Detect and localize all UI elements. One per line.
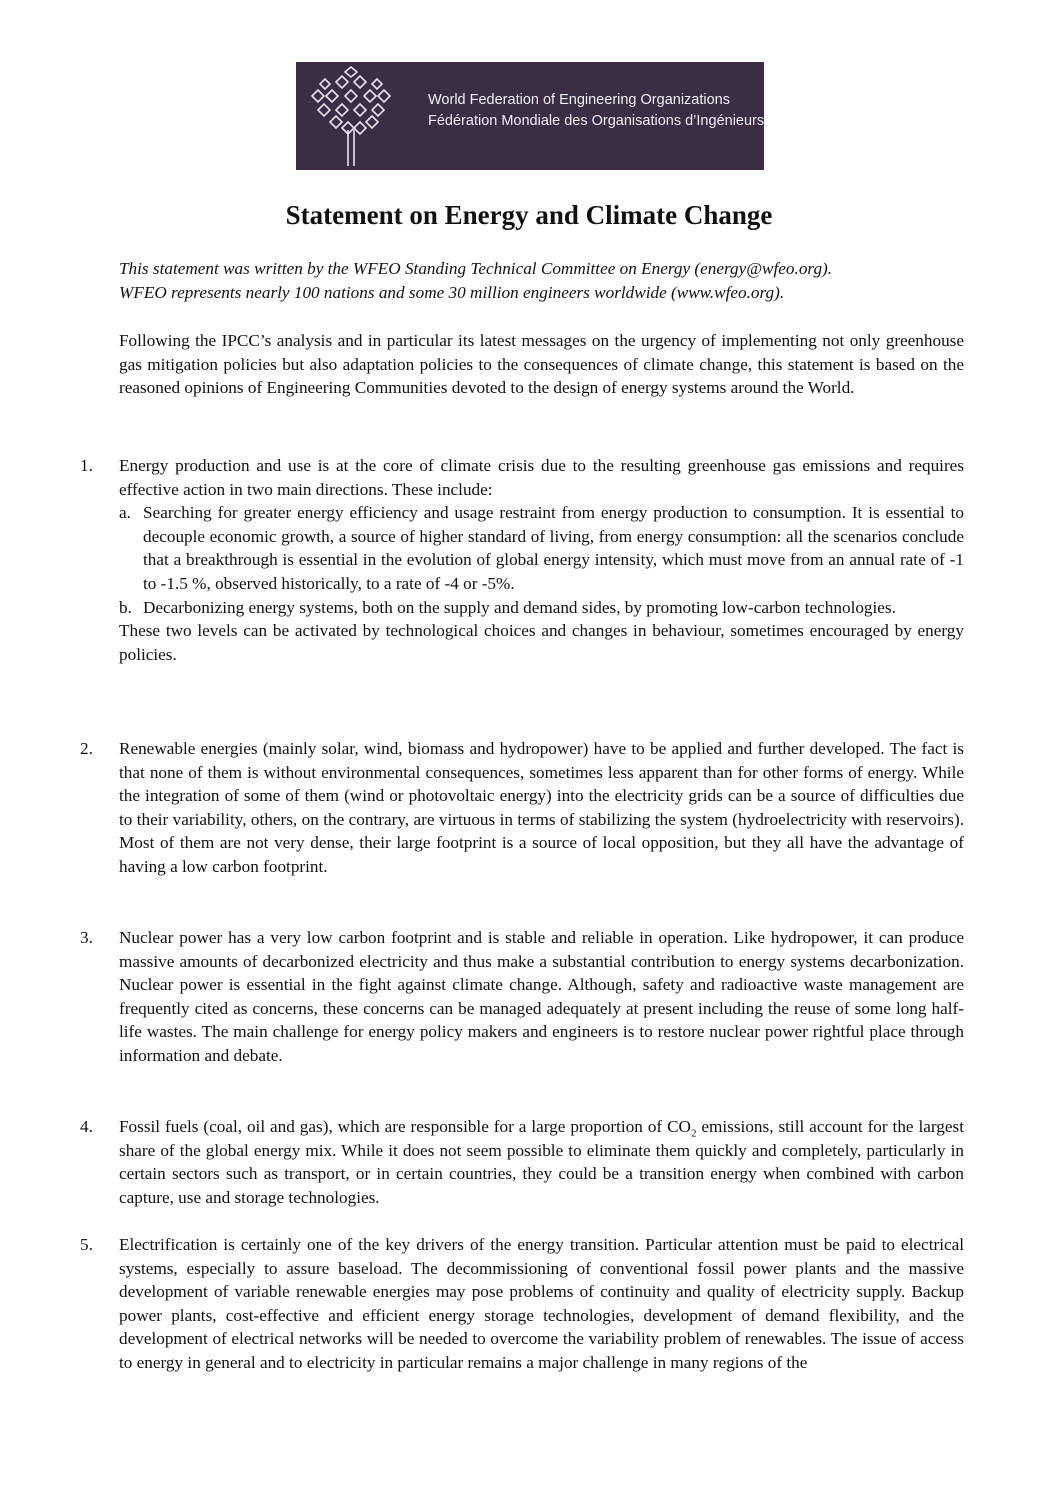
sub-item-label: a. <box>119 503 131 523</box>
sub-item-a <box>119 501 964 595</box>
list-item-text: Electrification is certainly one of the key drivers of the energy transition. Particular attention must be paid to electrical systems, especially to assure baseload. The decommissioning of conventional fossil power plants and the massive development of variable renewable energies may pose problems of continuity and quality of electricity supply. Backup power plants, cost-effective and efficient energy storage technologies, development of demand flexibility, and the development of electrical networks will be needed to overcome the variability problem of renewables. The issue of access to energy in general and to electricity in particular remains a major challenge in many regions of the <box>119 1235 964 1372</box>
logo-line-english: World Federation of Engineering Organizations <box>428 92 730 108</box>
intro-line-1: This statement was written by the WFEO Standing Technical Committee on Energy (energy@wfeo.org). <box>119 259 833 278</box>
lead-paragraph: Following the IPCC’s analysis and in particular its latest messages on the urgency of implementing not only greenhouse gas mitigation policies but also adaptation policies to the consequences of climate change, this statement is based on the reasoned opinions of Engineering Communities devoted to the design of energy systems around the World. <box>119 331 964 398</box>
list-item-4 <box>80 1115 964 1209</box>
intro-statement <box>119 257 964 304</box>
list-item-closing-text: These two levels can be activated by technological choices and changes in behaviour, sometimes encouraged by energy policies. <box>119 621 964 664</box>
text-segment: Fossil fuels (coal, oil and gas), which are responsible for a large proportion of CO <box>119 1117 691 1136</box>
sub-item-text: Decarbonizing energy systems, both on the supply and demand sides, by promoting low-carbon technologies. <box>143 597 896 617</box>
list-item-text <box>119 1115 964 1209</box>
list-number: 4. <box>80 1117 93 1136</box>
list-item-text: Energy production and use is at the core of climate crisis due to the resulting greenhouse gas emissions and requires effective action in two main directions. These include: <box>119 456 964 499</box>
wfeo-logo-banner <box>296 62 764 170</box>
list-item-text: Renewable energies (mainly solar, wind, biomass and hydropower) have to be applied and further developed. The fact is that none of them is without environmental consequences, sometimes less apparent than for other forms of energy. While the integration of some of them (wind or photovoltaic energy) into the electricity grids can be a source of difficulties due to their variability, others, on the contrary, are virtuous in terms of stabilizing the system (hydroelectricity with reservoirs). Most of them are not very dense, their large footprint is a source of local opposition, but they all have the advantage of having a low carbon footprint. <box>119 739 964 876</box>
intro-line-2: WFEO represents nearly 100 nations and some 30 million engineers worldwide (www.wfeo.org). <box>119 282 785 302</box>
sub-item-label: b. <box>119 597 132 617</box>
list-item-1 <box>80 454 964 666</box>
subscript-2: 2 <box>690 1127 697 1140</box>
list-item-5 <box>80 1233 964 1375</box>
list-item-3 <box>80 926 964 1068</box>
list-number: 2. <box>80 739 93 758</box>
logo-text <box>428 90 764 132</box>
page-title: Statement on Energy and Climate Change <box>285 200 773 230</box>
list-number: 1. <box>80 456 93 475</box>
list-item-2 <box>80 737 964 879</box>
logo-line-french: Fédération Mondiale des Organisations d’Ingénieurs <box>428 113 765 129</box>
list-item-text: Nuclear power has a very low carbon footprint and is stable and reliable in operation. Like hydropower, it can produce massive amounts of decarbonized electricity and thus make a substantial contribution to energy systems decarbonization. Nuclear power is essential in the fight against climate change. Although, safety and radioactive waste management are frequently cited as concerns, these concerns can be managed adequately at present including the reuse of some long half-life wastes. The main challenge for energy policy makers and engineers is to restore nuclear power rightful place through information and debate. <box>119 928 964 1065</box>
sub-item-text: Searching for greater energy efficiency and usage restraint from energy production to consumption. It is essential to decouple economic growth, a source of higher standard of living, from energy consumption: all the scenarios conclude that a breakthrough is essential in the evolution of global energy intensity, which must move from an annual rate of -1 to -1.5 %, observed historically, to a rate of -4 or -5%. <box>143 503 964 593</box>
list-number: 5. <box>80 1235 93 1254</box>
tree-icon <box>306 66 396 166</box>
text-segment: emissions, still account for the largest share of the global energy mix. While it does not seem possible to eliminate them quickly and completely, particularly in certain sectors such as transport, or in certain countries, they could be a transition energy when combined with carbon capture, use and storage technologies. <box>119 1117 964 1207</box>
list-number: 3. <box>80 928 93 947</box>
sub-item-b <box>119 596 964 620</box>
